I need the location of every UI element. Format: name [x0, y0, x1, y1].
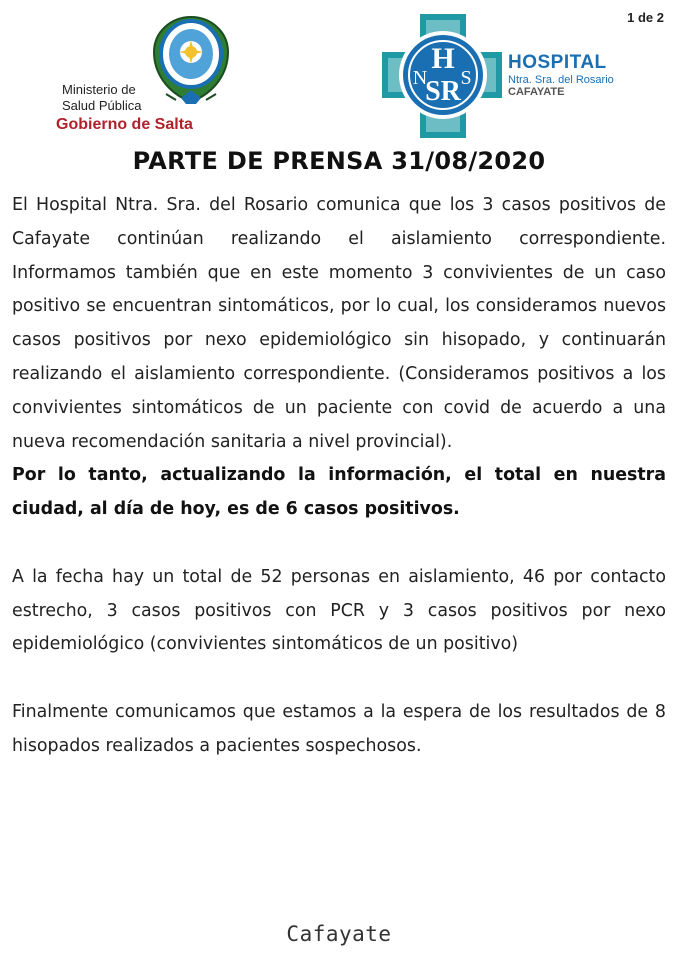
svg-text:S: S	[460, 67, 472, 89]
hospital-logo	[380, 12, 630, 142]
paragraph-spacer	[12, 662, 666, 696]
page-number: 1 de 2	[627, 10, 664, 25]
paragraph-1: El Hospital Ntra. Sra. del Rosario comunica que los 3 casos positivos de Cafayate continúan realizando el aislamiento correspondiente. Informamos también que en este momento 3 convivientes de un caso positivo se encuentran sintomáticos, por lo cual, los consideramos nuevos casos positivos por nexo epidemiológico sin hisopado, y continuarán realizando el aislamiento correspondiente. (Consideramos positivos a los convivientes sintomáticos de un paciente con covid de acuerdo a una nueva recomendación sanitaria a nivel provincial).	[12, 195, 666, 452]
document-title: PARTE DE PRENSA 31/08/2020	[132, 147, 546, 175]
paragraph-4: Finalmente comunicamos que estamos a la espera de los resultados de 8 hisopados realizados a pacientes sospechosos.	[12, 701, 666, 756]
hospital-town: CAFAYATE	[508, 86, 565, 98]
hospital-title: HOSPITAL	[508, 52, 607, 73]
svg-text:H: H	[431, 42, 455, 75]
hospital-cross-logo-icon	[380, 12, 505, 140]
footer-brand: Cafayate	[286, 922, 392, 946]
ministry-line-2: Salud Pública	[62, 98, 142, 113]
paragraph-3: A la fecha hay un total de 52 personas en aislamiento, 46 por contacto estrecho, 3 casos positivos con PCR y 3 casos positivos por nexo epidemiológico (convivientes sintomáticos de un positivo)	[12, 566, 666, 655]
salta-seal-icon	[146, 12, 236, 107]
hospital-subtitle: Ntra. Sra. del Rosario	[508, 74, 614, 86]
svg-text:N: N	[412, 67, 428, 89]
paragraph-2-bold: Por lo tanto, actualizando la información, el total en nuestra ciudad, al día de hoy, es de 6 casos positivos.	[12, 465, 666, 520]
paragraph-spacer	[12, 527, 666, 561]
ministry-line-1: Ministerio de	[62, 82, 136, 97]
document-body	[12, 189, 666, 764]
svg-text:SR: SR	[425, 76, 461, 107]
government-label: Gobierno de Salta	[56, 116, 193, 133]
ministry-logo	[56, 12, 226, 142]
